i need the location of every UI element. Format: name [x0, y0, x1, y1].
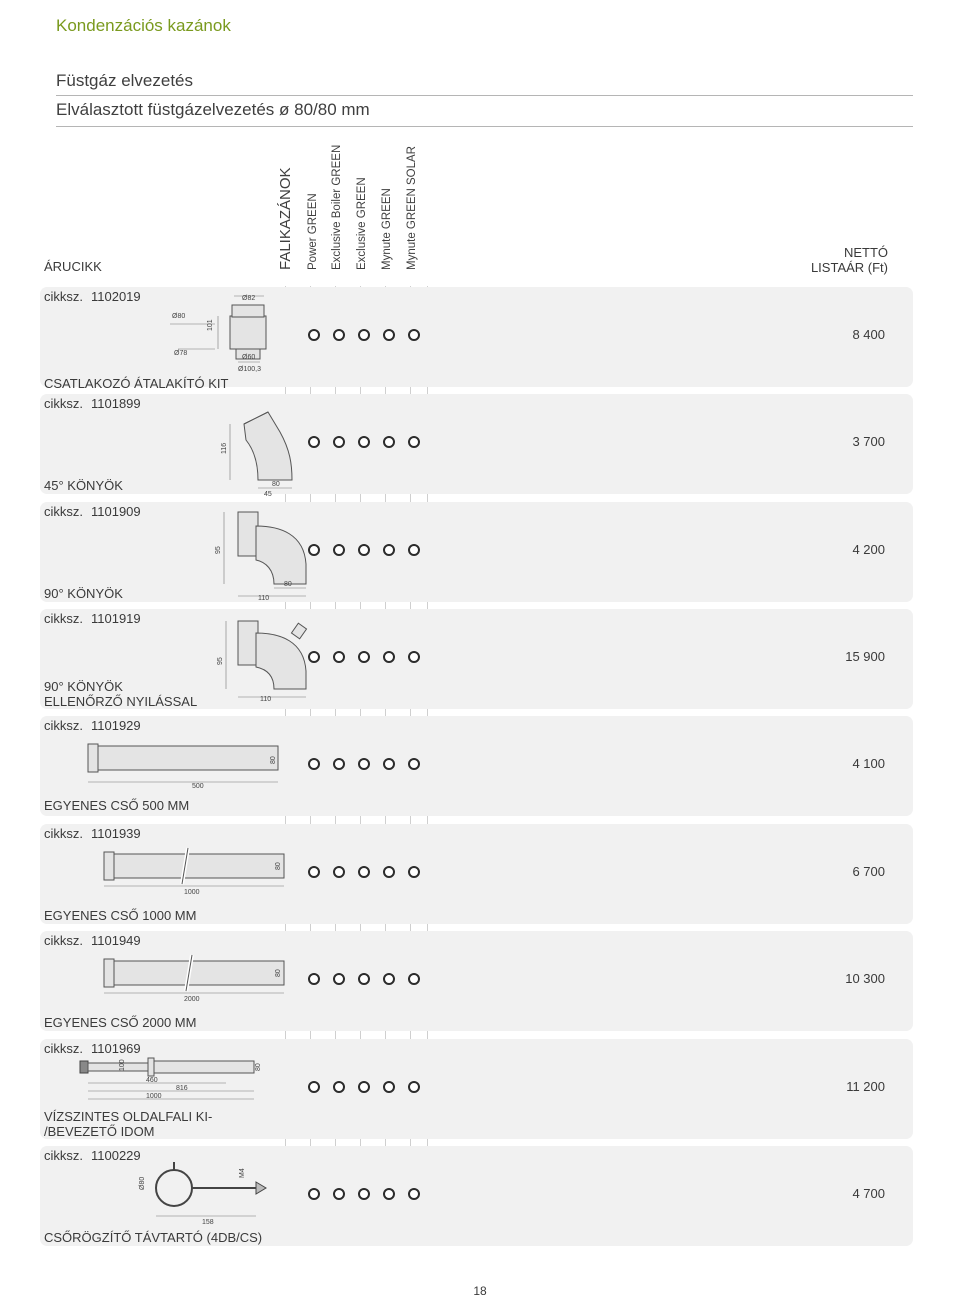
net-price: 11 200 [846, 1079, 885, 1094]
product-name-line: CSŐRÖGZÍTŐ TÁVTARTÓ (4DB/CS) [44, 1230, 263, 1245]
article-column-header: ÁRUCIKK [44, 259, 102, 274]
article-number-value: 1101929 [91, 718, 141, 733]
dimension-label: 1000 [184, 889, 200, 896]
page-number: 18 [473, 1284, 487, 1298]
net-price: 3 700 [852, 434, 885, 449]
product-name-line: /BEVEZETŐ IDOM [44, 1124, 155, 1139]
dimension-label: Ø82 [242, 295, 256, 302]
drawing-shape [154, 1061, 254, 1073]
product-name-line: EGYENES CSŐ 1000 MM [44, 908, 197, 923]
dimension-label: 80 [255, 1063, 262, 1071]
article-number-value: 1101949 [91, 933, 141, 948]
drawing-shape [88, 744, 98, 772]
compatibility-circle-icon [408, 329, 420, 341]
compatibility-circle-icon [308, 544, 320, 556]
article-number [44, 826, 141, 841]
drawing-svg [180, 398, 300, 498]
technical-drawing [180, 508, 310, 609]
compatibility-circle-icon [383, 1188, 395, 1200]
drawing-shape [244, 412, 292, 480]
dimension-label: Ø60 [242, 354, 256, 361]
technical-drawing [80, 848, 290, 923]
model-header: Power GREEN [307, 193, 319, 270]
technical-drawing [80, 740, 280, 817]
section-title: Kondenzációs kazánok [56, 16, 231, 35]
drawing-svg [160, 291, 310, 377]
dimension-label: 158 [202, 1219, 214, 1226]
dimension-label: 116 [221, 442, 228, 454]
technical-drawing [80, 955, 290, 1030]
drawing-svg [80, 740, 280, 812]
technical-drawing [180, 613, 320, 714]
product-row [40, 824, 913, 924]
net-price: 15 900 [845, 649, 885, 664]
divider [56, 95, 913, 96]
technical-drawing [180, 398, 300, 499]
product-name-line: ELLENŐRZŐ NYILÁSSAL [44, 694, 198, 709]
drawing-shape [230, 316, 266, 349]
drawing-shape [238, 621, 258, 665]
article-number-value: 1101969 [91, 1041, 141, 1056]
compatibility-circle-icon [358, 758, 370, 770]
product-row [40, 931, 913, 1031]
product-row [40, 287, 913, 391]
net-price: 4 200 [852, 542, 885, 557]
dimension-label: 95 [215, 546, 222, 554]
article-number [44, 396, 141, 411]
product-name [44, 586, 123, 601]
compatibility-circle-icon [358, 329, 370, 341]
compatibility-circle-icon [333, 329, 345, 341]
drawing-shape [98, 746, 278, 770]
article-number-value: 1102019 [91, 289, 141, 304]
product-name-line: 90° KÖNYÖK [44, 586, 123, 601]
dimension-label: Ø80 [139, 1176, 146, 1190]
compatibility-circle-icon [308, 651, 320, 663]
drawing-shape [232, 305, 264, 317]
drawing-shape [80, 1061, 88, 1073]
compatibility-circle-icon [408, 544, 420, 556]
dimension-label: 45 [264, 491, 272, 498]
dimension-label: 80 [270, 756, 277, 764]
dimension-label: 95 [217, 657, 224, 665]
compatibility-circle-icon [383, 329, 395, 341]
article-number-prefix: cikksz. [44, 504, 83, 519]
article-number-prefix: cikksz. [44, 826, 83, 841]
compatibility-circle-icon [408, 973, 420, 985]
article-number [44, 504, 141, 519]
dimension-label: 460 [146, 1077, 158, 1084]
drawing-shape [104, 959, 114, 987]
price-header-line: NETTÓ [843, 245, 888, 260]
product-row [40, 1146, 913, 1246]
drawing-svg [80, 955, 290, 1025]
article-number-value: 1101939 [91, 826, 141, 841]
article-number-prefix: cikksz. [44, 933, 83, 948]
dimension-label: 500 [192, 783, 204, 790]
drawing-shape [88, 1063, 148, 1071]
dimension-label: 110 [260, 696, 272, 703]
article-number-value: 1100229 [91, 1148, 141, 1163]
article-number-prefix: cikksz. [44, 1041, 83, 1056]
article-number-value: 1101909 [91, 504, 141, 519]
drawing-svg [76, 1055, 272, 1111]
compatibility-circle-icon [308, 1188, 320, 1200]
dimension-label: Ø100,3 [238, 366, 261, 373]
compatibility-circle-icon [358, 436, 370, 448]
net-price: 4 700 [852, 1186, 885, 1201]
drawing-shape [256, 633, 306, 689]
article-number-value: 1101899 [91, 396, 141, 411]
dimension-label: 110 [258, 595, 270, 602]
product-row [40, 609, 913, 709]
product-row [40, 716, 913, 816]
compatibility-circle-icon [383, 866, 395, 878]
page-subtitle: Füstgáz elvezetés [56, 71, 194, 90]
dimension-label: M4 [239, 1168, 246, 1178]
price-column-header [811, 245, 888, 275]
product-card [40, 394, 913, 494]
article-number-prefix: cikksz. [44, 289, 83, 304]
dimension-label: 816 [176, 1085, 188, 1092]
product-row [40, 1039, 913, 1139]
compatibility-circle-icon [333, 436, 345, 448]
compatibility-circle-icon [333, 973, 345, 985]
compatibility-circle-icon [308, 973, 320, 985]
product-row [40, 394, 913, 498]
model-header: Mynute GREEN [381, 188, 393, 270]
net-price: 8 400 [852, 327, 885, 342]
price-header-line: LISTAÁR (Ft) [810, 260, 888, 275]
technical-drawing [76, 1055, 272, 1116]
compatibility-circle-icon [333, 1188, 345, 1200]
product-name-line: EGYENES CSŐ 500 MM [44, 798, 190, 813]
dimension-label: Ø78 [174, 350, 188, 357]
dimension-label: 2000 [184, 996, 200, 1003]
product-card [40, 502, 913, 602]
compatibility-circle-icon [383, 436, 395, 448]
article-number-prefix: cikksz. [44, 1148, 83, 1163]
compatibility-circle-icon [358, 1188, 370, 1200]
product-name [44, 1230, 262, 1245]
compatibility-circle-icon [383, 758, 395, 770]
dimension-label: 80 [275, 862, 282, 870]
drawing-shape [114, 961, 284, 985]
compatibility-circle-icon [358, 866, 370, 878]
article-number-prefix: cikksz. [44, 396, 83, 411]
dimension-label: 1000 [146, 1093, 162, 1100]
drawing-svg [180, 613, 320, 709]
article-number [44, 1148, 141, 1163]
technical-drawing [160, 291, 310, 382]
drawing-shape [256, 1182, 266, 1194]
compatibility-circle-icon [383, 544, 395, 556]
drawing-shape [256, 526, 306, 584]
drawing-svg [180, 508, 310, 604]
model-header: Exclusive Boiler GREEN [331, 144, 343, 270]
compatibility-circle-icon [333, 651, 345, 663]
article-number [44, 1041, 141, 1056]
model-header: Exclusive GREEN [356, 177, 368, 270]
article-number-prefix: cikksz. [44, 611, 83, 626]
drawing-shape [104, 852, 114, 880]
compatibility-circle-icon [333, 866, 345, 878]
drawing-svg [80, 848, 290, 918]
article-number [44, 718, 141, 733]
net-price: 10 300 [845, 971, 885, 986]
compatibility-circle-icon [408, 1188, 420, 1200]
article-number-prefix: cikksz. [44, 718, 83, 733]
compatibility-circle-icon [408, 1081, 420, 1093]
compatibility-circle-icon [358, 1081, 370, 1093]
drawing-svg [136, 1162, 316, 1226]
product-name-line: 90° KÖNYÖK [44, 679, 123, 694]
product-row [40, 502, 913, 602]
compatibility-circle-icon [383, 1081, 395, 1093]
divider [56, 126, 913, 127]
compatibility-circle-icon [383, 973, 395, 985]
article-number [44, 933, 141, 948]
compatibility-circle-icon [408, 758, 420, 770]
compatibility-circle-icon [383, 651, 395, 663]
drawing-shape [291, 623, 306, 639]
model-header: Mynute GREEN SOLAR [406, 146, 418, 270]
drawing-shape [238, 512, 258, 556]
compatibility-circle-icon [308, 866, 320, 878]
technical-drawing [136, 1162, 316, 1231]
product-name [44, 478, 123, 493]
compatibility-circle-icon [308, 436, 320, 448]
product-name-line: 45° KÖNYÖK [44, 478, 123, 493]
compatibility-circle-icon [408, 436, 420, 448]
compatibility-circle-icon [358, 973, 370, 985]
net-price: 6 700 [852, 864, 885, 879]
dimension-label: 101 [207, 319, 214, 331]
compatibility-circle-icon [308, 1081, 320, 1093]
compatibility-circle-icon [333, 544, 345, 556]
page-heading: Elválasztott füstgázelvezetés ø 80/80 mm [56, 100, 370, 119]
article-number-value: 1101919 [91, 611, 141, 626]
dimension-label: 80 [284, 581, 292, 588]
compatibility-circle-icon [333, 758, 345, 770]
dimension-label: 100 [119, 1059, 126, 1071]
drawing-shape [114, 854, 284, 878]
net-price: 4 100 [852, 756, 885, 771]
compatibility-circle-icon [358, 651, 370, 663]
product-name-line: VÍZSZINTES OLDALFALI KI- [44, 1109, 213, 1124]
compatibility-circle-icon [408, 651, 420, 663]
product-name-line: EGYENES CSŐ 2000 MM [44, 1015, 197, 1030]
dimension-label: 80 [275, 969, 282, 977]
article-number [44, 289, 141, 304]
product-name-line: CSATLAKOZÓ ÁTALAKÍTÓ KIT [44, 376, 229, 391]
compatibility-circle-icon [408, 866, 420, 878]
compatibility-circle-icon [358, 544, 370, 556]
drawing-shape [156, 1170, 192, 1206]
category-header: FALIKAZÁNOK [277, 167, 294, 270]
compatibility-circle-icon [333, 1081, 345, 1093]
product-name [44, 679, 197, 709]
dimension-label: Ø80 [172, 313, 186, 320]
article-number [44, 611, 141, 626]
compatibility-circle-icon [308, 758, 320, 770]
drawing-shape [148, 1058, 154, 1076]
dimension-label: 80 [272, 481, 280, 488]
compatibility-circle-icon [308, 329, 320, 341]
